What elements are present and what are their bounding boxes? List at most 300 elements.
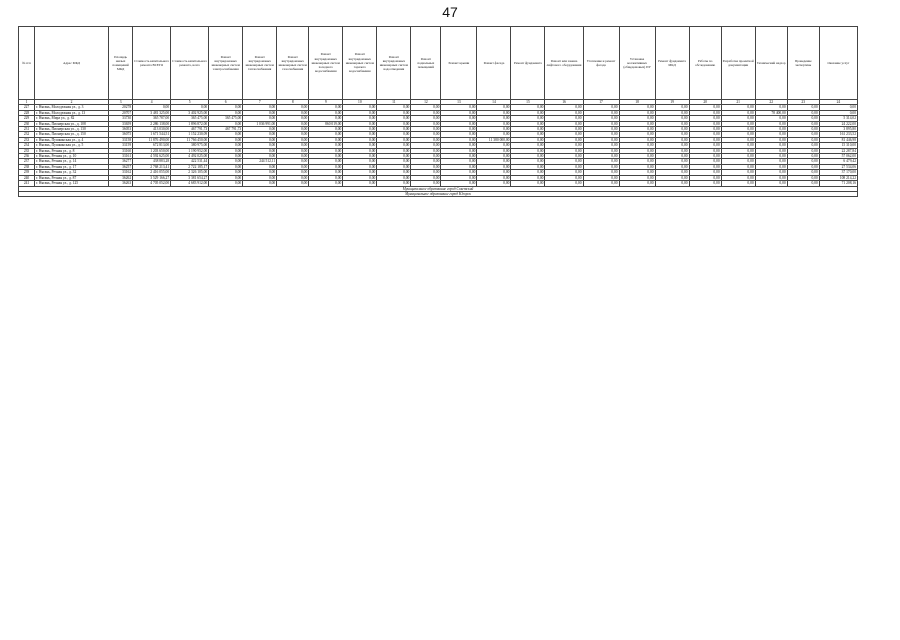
table-cell: 0,00: [755, 143, 787, 148]
table-cell: 0,00: [689, 110, 721, 115]
table-cell: 11 380 000,00: [477, 137, 511, 142]
table-cell: 33160: [109, 148, 133, 153]
table-cell: 0,00: [441, 105, 477, 110]
table-cell: 0,00: [655, 175, 689, 180]
section-label: Муниципальное образование город Советский: [19, 186, 858, 191]
table-cell: 438 883,28: [133, 159, 171, 164]
table-cell: 0,00: [583, 127, 619, 132]
table-cell: 0,00: [619, 121, 655, 126]
table-cell: 0,00: [343, 127, 377, 132]
column-number: 18: [619, 100, 655, 105]
table-cell: г. Нягань, Молодежная ул., д. 3: [35, 105, 109, 110]
column-header: Работы по обследованию: [689, 27, 721, 100]
table-cell: 0,00: [583, 121, 619, 126]
column-number: 1: [19, 100, 35, 105]
table-cell: 0,00: [133, 105, 171, 110]
table-cell: 0,00: [511, 170, 545, 175]
table-cell: 1 190 952,00: [171, 148, 209, 153]
column-number: 24: [819, 100, 857, 105]
table-cell: 0,00: [243, 181, 277, 186]
table-cell: г. Нягань, Пушкинская ул., д. 4: [35, 137, 109, 142]
table-cell: 0,00: [411, 170, 441, 175]
table-cell: 0,00: [787, 164, 819, 169]
table-cell: 672 813,00: [133, 143, 171, 148]
table-cell: 0,00: [441, 143, 477, 148]
table-cell: 0,00: [277, 148, 309, 153]
table-cell: 0,00: [377, 116, 411, 121]
table-cell: 0,00: [545, 181, 583, 186]
table-cell: 0,00: [655, 121, 689, 126]
table-cell: 0,00: [243, 110, 277, 115]
table-cell: 467 791,73: [171, 127, 209, 132]
table-cell: 1 036 991,00: [243, 121, 277, 126]
table-cell: 467 791,73: [209, 127, 243, 132]
table-cell: 0,00: [477, 175, 511, 180]
table-cell: г. Нягань, Пионерская ул., д. 130: [35, 127, 109, 132]
table-cell: 0,00: [721, 148, 755, 153]
column-header: Адрес МКД: [35, 27, 109, 100]
table-cell: 0,00: [619, 148, 655, 153]
table-cell: 2 768 213,41: [133, 164, 171, 169]
table-cell: 0,00: [511, 105, 545, 110]
table-cell: 0,00: [545, 159, 583, 164]
table-cell: 4 492 025,00: [171, 154, 209, 159]
table-cell: 0,00: [209, 164, 243, 169]
table-cell: 0,00: [243, 143, 277, 148]
table-cell: г. Нягань, Молодежная ул., д. 13: [35, 110, 109, 115]
table-cell: 0,00: [477, 154, 511, 159]
table-cell: 0,00: [309, 159, 343, 164]
table-cell: 0,00: [721, 137, 755, 142]
table-cell: 0,00: [655, 159, 689, 164]
table-cell: 0,00: [655, 143, 689, 148]
table-cell: 0,00: [583, 181, 619, 186]
table-cell: 4 705 052,00: [133, 181, 171, 186]
table-cell: 0,00: [309, 181, 343, 186]
table-cell: 3 895,80: [819, 127, 857, 132]
table-cell: 0,00: [477, 127, 511, 132]
table-cell: 0,00: [755, 164, 787, 169]
table-cell: 0,00: [787, 105, 819, 110]
table-cell: 0,00: [277, 164, 309, 169]
table-cell: 0,00: [511, 143, 545, 148]
column-number: 7: [243, 100, 277, 105]
table-cell: 0,00: [755, 121, 787, 126]
table-cell: 0,00: [545, 143, 583, 148]
table-cell: г. Нягань, Мира ул., д. 82: [35, 116, 109, 121]
table-body: [19, 105, 858, 197]
table-cell: 0,00: [309, 143, 343, 148]
table-cell: 0,00: [343, 148, 377, 153]
table-cell: 57 062,00: [819, 154, 857, 159]
table-cell: 0,00: [619, 159, 655, 164]
column-number: 9: [309, 100, 343, 105]
table-cell: 0,00: [377, 154, 411, 159]
table-cell: 0,00: [689, 143, 721, 148]
table-cell: 0,00: [619, 181, 655, 186]
table-cell: 0,00: [721, 143, 755, 148]
table-cell: 36075: [109, 132, 133, 137]
table-cell: 37 170,00: [819, 170, 857, 175]
table-cell: 2 286 138,00: [133, 121, 171, 126]
table-cell: 20278: [109, 105, 133, 110]
table-cell: 0,00: [655, 127, 689, 132]
table-cell: 0,00: [511, 121, 545, 126]
table-cell: 0,00: [721, 116, 755, 121]
table-cell: 0,00: [619, 110, 655, 115]
table-cell: 0,00: [655, 181, 689, 186]
table-cell: 0,00: [819, 110, 857, 115]
table-cell: 0,00: [511, 132, 545, 137]
table-cell: 0,00: [411, 148, 441, 153]
table-cell: 0,00: [583, 154, 619, 159]
table-cell: 33159: [109, 143, 133, 148]
table-cell: 0,00: [243, 137, 277, 142]
table-cell: 0,00: [243, 148, 277, 153]
table-cell: 0,00: [721, 181, 755, 186]
table-cell: 78 400,00: [755, 110, 787, 115]
table-cell: 0,00: [819, 105, 857, 110]
table-cell: 2 326 105,00: [171, 170, 209, 175]
table-cell: 0,00: [243, 116, 277, 121]
table-cell: 0,00: [689, 159, 721, 164]
column-header: Оказание услуг: [819, 27, 857, 100]
table-cell: 0,00: [411, 175, 441, 180]
table-cell: 0,00: [511, 110, 545, 115]
table-cell: 227: [19, 105, 35, 110]
column-number: 12: [411, 100, 441, 105]
table-cell: 161 233,52: [819, 132, 857, 137]
table-cell: 0,00: [583, 159, 619, 164]
table-cell: 0,00: [787, 170, 819, 175]
table-cell: 0,00: [209, 154, 243, 159]
table-cell: 0,00: [545, 164, 583, 169]
table-cell: 365 787,00: [133, 116, 171, 121]
column-header: Ремонт внутридомовых инженерных систем теплоснабжения: [243, 27, 277, 100]
table-cell: 0,00: [511, 164, 545, 169]
column-number: 19: [655, 100, 689, 105]
table-cell: 0,00: [277, 170, 309, 175]
table-cell: 0,00: [377, 105, 411, 110]
table-cell: 0,00: [619, 154, 655, 159]
table-cell: 0,00: [583, 170, 619, 175]
table-cell: 0,00: [787, 181, 819, 186]
table-cell: 0,00: [583, 116, 619, 121]
table-cell: 36262: [109, 175, 133, 180]
table-cell: 20707: [109, 110, 133, 115]
column-header: Ремонт подвальных помещений: [411, 27, 441, 100]
table-cell: 0,00: [655, 148, 689, 153]
table-cell: 0,00: [411, 181, 441, 186]
table-cell: 0,00: [411, 110, 441, 115]
table-cell: 0,00: [583, 110, 619, 115]
table-cell: 0,00: [309, 175, 343, 180]
table-cell: 0,00: [411, 154, 441, 159]
table-cell: 0,00: [477, 181, 511, 186]
table-cell: 2 722 185,17: [171, 164, 209, 169]
table-cell: 0,00: [309, 105, 343, 110]
table-cell: 0,00: [689, 181, 721, 186]
table-cell: 0,00: [243, 132, 277, 137]
table-header-row: [19, 27, 858, 100]
table-cell: 0,00: [343, 137, 377, 142]
table-cell: 0,00: [689, 154, 721, 159]
table-cell: 0,00: [545, 127, 583, 132]
table-cell: 27 534,06: [819, 164, 857, 169]
table-cell: 15 310,00: [819, 143, 857, 148]
table-cell: 0,00: [755, 127, 787, 132]
table-cell: 0,00: [583, 132, 619, 137]
column-header: Ремонт фасада: [477, 27, 511, 100]
table-cell: 0,00: [619, 170, 655, 175]
table-cell: 0,00: [689, 164, 721, 169]
table-cell: 5 314,02: [819, 116, 857, 121]
table-cell: 3 402 925,00: [171, 110, 209, 115]
table-cell: 0,00: [277, 105, 309, 110]
column-header: Ремонт внутридомовых инженерных систем холодного водоснабжения: [309, 27, 343, 100]
table-cell: 36053: [109, 127, 133, 132]
table-cell: 0,00: [787, 143, 819, 148]
table-cell: 0,00: [689, 127, 721, 132]
table-cell: 0,00: [441, 127, 477, 132]
table-cell: 0,00: [545, 110, 583, 115]
table-cell: 0,00: [441, 159, 477, 164]
table-cell: 0,00: [755, 105, 787, 110]
table-cell: 0,00: [309, 137, 343, 142]
table-cell: 0,00: [343, 116, 377, 121]
table-cell: 0,00: [477, 132, 511, 137]
table-cell: 0,00: [411, 164, 441, 169]
column-number: 20: [689, 100, 721, 105]
column-number: 16: [545, 100, 583, 105]
column-header: Ремонт внутридомовых инженерных систем электроснабжения: [209, 27, 243, 100]
table-cell: 11 876 490,00: [133, 137, 171, 142]
table-cell: 1 671 544,51: [133, 132, 171, 137]
table-cell: 3 381 654,27: [171, 175, 209, 180]
table-cell: 0,00: [277, 143, 309, 148]
table-cell: 0,00: [787, 148, 819, 153]
table-cell: 0,00: [209, 137, 243, 142]
page-number: 47: [442, 4, 458, 20]
table-cell: 0,00: [411, 121, 441, 126]
table-cell: 0,00: [721, 110, 755, 115]
column-header: Стоимость капитального ремонта ВСЕГО: [133, 27, 171, 100]
table-cell: 0,00: [755, 116, 787, 121]
capital-repair-register-table: [18, 26, 858, 197]
table-cell: 0,00: [477, 105, 511, 110]
table-cell: 0,00: [441, 110, 477, 115]
table-cell: 0,00: [377, 175, 411, 180]
column-header: Утепление и ремонт фасада: [583, 27, 619, 100]
table-cell: 0,00: [721, 159, 755, 164]
table-cell: г. Нягань, Речная ул., д. 32: [35, 170, 109, 175]
column-number: 3: [109, 100, 133, 105]
table-cell: 0,00: [243, 175, 277, 180]
table-cell: 0,00: [755, 132, 787, 137]
column-number: 4: [133, 100, 171, 105]
table-cell: 0,00: [655, 116, 689, 121]
table-cell: 4 592 625,00: [133, 154, 171, 159]
table-cell: 231: [19, 127, 35, 132]
table-cell: 0,00: [545, 132, 583, 137]
table-cell: 0,00: [511, 116, 545, 121]
table-cell: 0,00: [441, 181, 477, 186]
section-label: Муниципальное образование город Югорск: [19, 191, 858, 196]
table-cell: 0,00: [343, 121, 377, 126]
table-cell: 0,00: [787, 127, 819, 132]
table-cell: 0,00: [209, 148, 243, 153]
column-number: 21: [721, 100, 755, 105]
table-cell: 0,00: [689, 148, 721, 153]
column-number: 10: [343, 100, 377, 105]
column-number: 14: [477, 100, 511, 105]
table-cell: 0,00: [721, 164, 755, 169]
table-cell: 0,00: [477, 116, 511, 121]
table-cell: 0,00: [377, 127, 411, 132]
table-cell: 0,00: [511, 148, 545, 153]
table-cell: 0,00: [243, 154, 277, 159]
table-cell: 0,00: [277, 132, 309, 137]
table-cell: 0,00: [721, 105, 755, 110]
table-cell: 0,00: [787, 154, 819, 159]
table-cell: 0,00: [377, 110, 411, 115]
table-cell: 3 529 166,27: [133, 175, 171, 180]
table-cell: 0,00: [545, 154, 583, 159]
table-cell: 0,00: [377, 143, 411, 148]
table-cell: г. Нягань, Речная ул., д. 8: [35, 148, 109, 153]
table-cell: 0,00: [343, 154, 377, 159]
table-cell: 0,00: [441, 154, 477, 159]
table-cell: 0,00: [309, 110, 343, 115]
table-cell: 0,00: [309, 132, 343, 137]
table-cell: 0,00: [411, 105, 441, 110]
table-cell: 0,00: [209, 121, 243, 126]
table-cell: 1 896 872,00: [171, 121, 209, 126]
table-cell: 0,00: [377, 170, 411, 175]
table-cell: 0,00: [209, 110, 243, 115]
table-cell: 235: [19, 148, 35, 153]
table-cell: 0,00: [441, 175, 477, 180]
table-cell: 233: [19, 137, 35, 142]
table-cell: 0,00: [545, 121, 583, 126]
table-cell: 0,00: [511, 154, 545, 159]
table-cell: 0,00: [545, 105, 583, 110]
table-cell: 36277: [109, 159, 133, 164]
table-cell: 33161: [109, 154, 133, 159]
table-cell: 860 019,00: [309, 121, 343, 126]
table-cell: 36263: [109, 181, 133, 186]
table-cell: 0,00: [655, 110, 689, 115]
table-cell: 0,00: [689, 132, 721, 137]
table-cell: 0,00: [511, 181, 545, 186]
table-cell: 0,00: [655, 164, 689, 169]
table-cell: 0,00: [243, 105, 277, 110]
table-cell: 0,00: [441, 137, 477, 142]
table-cell: 1 152 230,09: [171, 132, 209, 137]
table-cell: 0,00: [377, 121, 411, 126]
table-cell: 0,00: [787, 132, 819, 137]
table-cell: 240: [19, 175, 35, 180]
table-cell: 0,00: [277, 159, 309, 164]
table-cell: 229: [19, 116, 35, 121]
table-cell: 0,00: [277, 175, 309, 180]
table-cell: 241: [19, 181, 35, 186]
column-header: Ремонт фундамента МКД: [655, 27, 689, 100]
table-cell: 0,00: [619, 105, 655, 110]
table-cell: 0,00: [755, 159, 787, 164]
table-cell: 33158: [109, 137, 133, 142]
column-number: 2: [35, 100, 109, 105]
table-cell: 413 030,00: [133, 127, 171, 132]
table-cell: 0,00: [243, 127, 277, 132]
table-cell: 0,00: [477, 170, 511, 175]
table-cell: 0,00: [343, 110, 377, 115]
column-number: 8: [277, 100, 309, 105]
table-cell: 0,00: [721, 170, 755, 175]
table-cell: 0,00: [545, 137, 583, 142]
table-cell: 0,00: [277, 110, 309, 115]
table-cell: 0,00: [787, 175, 819, 180]
table-cell: 0,00: [511, 137, 545, 142]
table-cell: 0,00: [755, 181, 787, 186]
table-cell: 0,00: [583, 143, 619, 148]
table-cell: 0,00: [477, 143, 511, 148]
table-cell: 0,00: [277, 116, 309, 121]
table-cell: 0,00: [343, 159, 377, 164]
table-cell: 0,00: [411, 127, 441, 132]
table-cell: 11 766 450,00: [171, 137, 209, 142]
column-header: Стоимость капитального ремонта, всего: [171, 27, 209, 100]
table-cell: г. Нягань, Речная ул., д. 14: [35, 159, 109, 164]
table-cell: 0,00: [441, 170, 477, 175]
table-cell: 0,00: [309, 170, 343, 175]
column-header: Ремонт внутридомовых инженерных систем водоотведения: [377, 27, 411, 100]
table-cell: 0,00: [343, 143, 377, 148]
column-number: 11: [377, 100, 411, 105]
column-header: Площадь жилых помещений МКД: [109, 27, 133, 100]
table-cell: 2 416 055,00: [133, 170, 171, 175]
table-cell: 0,00: [309, 154, 343, 159]
table-cell: 365 475,00: [171, 116, 209, 121]
table-cell: г. Нягань, Пионерская ул., д. 150: [35, 132, 109, 137]
table-cell: 0,00: [787, 159, 819, 164]
table-cell: 0,00: [209, 159, 243, 164]
table-cell: 0,00: [309, 148, 343, 153]
table-cell: 0,00: [209, 181, 243, 186]
table-cell: 0,00: [721, 121, 755, 126]
table-cell: 0,00: [545, 175, 583, 180]
table-cell: г. Нягань, Пушкинская ул., д. 5: [35, 143, 109, 148]
table-cell: 0,00: [619, 116, 655, 121]
table-cell: 0,00: [377, 159, 411, 164]
table-cell: 0,00: [511, 175, 545, 180]
column-number: 5: [171, 100, 209, 105]
table-cell: 0,00: [583, 164, 619, 169]
table-cell: 0,00: [209, 105, 243, 110]
register-table-sheet: [18, 26, 858, 197]
table-cell: 0,00: [343, 105, 377, 110]
table-cell: 0,00: [209, 170, 243, 175]
table-cell: 0,00: [377, 164, 411, 169]
table-cell: 0,00: [787, 110, 819, 115]
table-cell: 380 975,00: [171, 143, 209, 148]
column-number: 17: [583, 100, 619, 105]
column-header: Ремонт крыши: [441, 27, 477, 100]
table-cell: 0,00: [309, 164, 343, 169]
table-cell: 0,00: [277, 137, 309, 142]
table-cell: 0,00: [243, 170, 277, 175]
table-cell: 0,00: [277, 127, 309, 132]
